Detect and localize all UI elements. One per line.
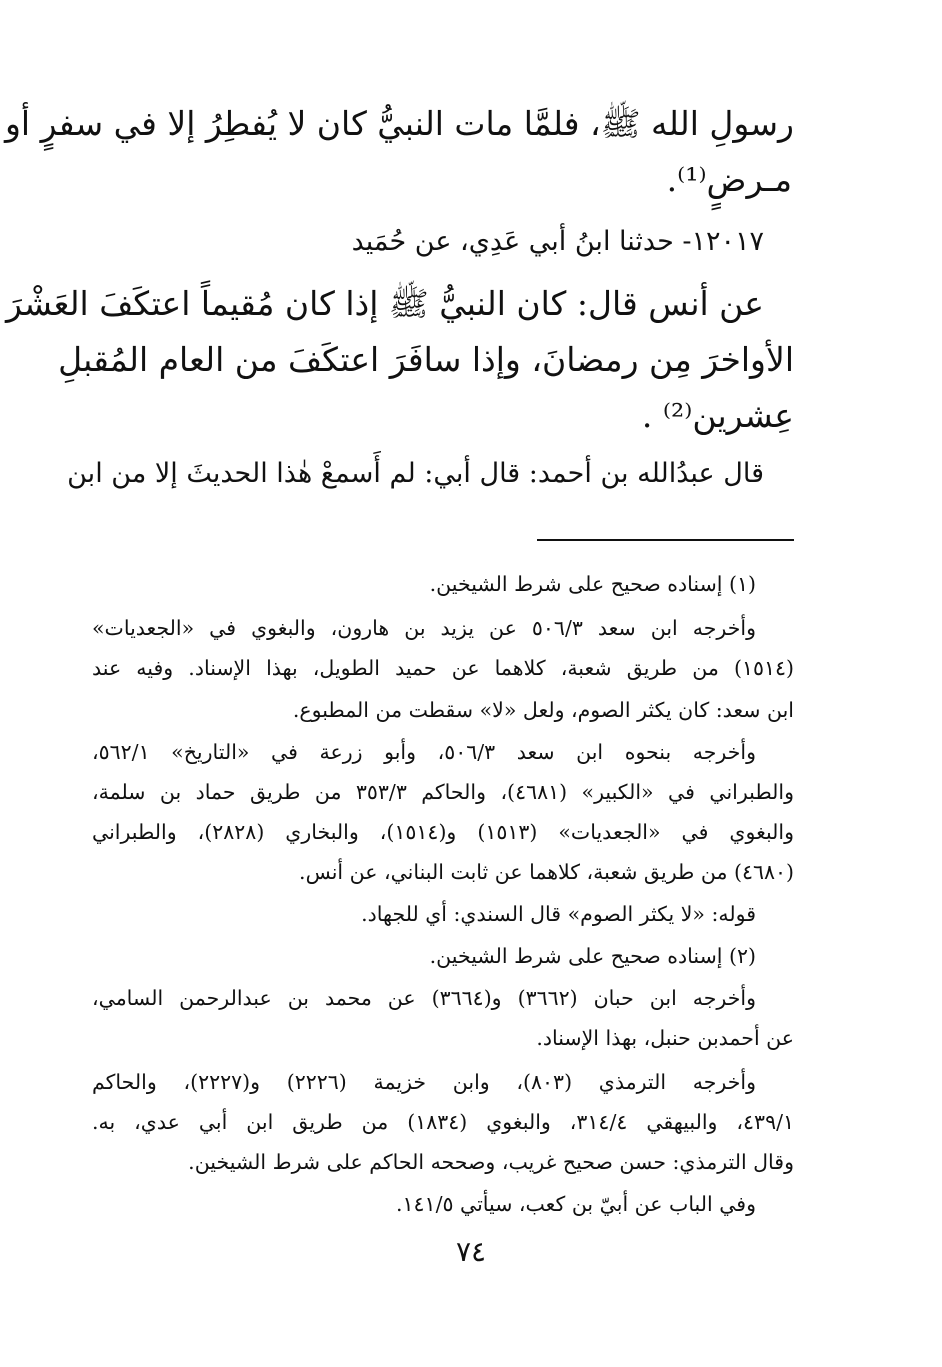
main-text-line-7: قال عبدُالله بن أحمد: قال أبي: لم أَسمعْ هٰذا الحديثَ إلا من ابن <box>67 458 764 489</box>
main-text-line-2: مـرضٍ⁽¹⁾. <box>666 160 792 199</box>
footnote-line: ٤٣٩/١، والبيهقي ٣١٤/٤، والبغوي (١٨٣٤) من طريق ابن أبي عدي، به. <box>92 1110 794 1134</box>
footnote-line: وأخرجه ابن حبان (٣٦٦٢) و(٣٦٦٤) عن محمد بن عبدالرحمن السامي، <box>92 986 756 1010</box>
page-number: ٧٤ <box>455 1235 487 1268</box>
footnote-line: قوله: «لا يكثر الصوم» قال السندي: أي للجهاد. <box>361 902 756 926</box>
footnote-line: والطبراني في «الكبير» (٤٦٨١)، والحاكم ٣٥٣/٣ من طريق حماد بن سلمة، <box>92 780 794 804</box>
main-text-line-6: عِشرين⁽²⁾ . <box>641 396 794 435</box>
main-text-line-4: عن أنس قال: كان النبيُّ ﷺ إذا كان مُقيماً اعتكَفَ العَشْرَ <box>5 284 764 323</box>
footnote-line: (١٥١٤) من طريق شعبة، كلاهما عن حميد الطويل، بهذا الإسناد. وفيه عند <box>92 656 794 680</box>
footnote-line: (٤٦٨٠) من طريق شعبة، كلاهما عن ثابت البناني، عن أنس. <box>299 860 794 884</box>
footnote-line: وأخرجه بنحوه ابن سعد ٥٠٦/٣، وأبو زرعة في «التاريخ» ٥٦٢/١، <box>92 740 756 764</box>
footnote-line: ابن سعد: كان يكثر الصوم، ولعل «لا» سقطت من المطبوع. <box>292 698 794 722</box>
hadith-heading: ١٢٠١٧- حدثنا ابنُ أبي عَدِي، عن حُمَيد <box>351 226 764 257</box>
footnote-line: وأخرجه الترمذي (٨٠٣)، وابن خزيمة (٢٢٢٦) و(٢٢٢٧)، والحاكم <box>92 1070 756 1094</box>
footnote-line: عن أحمدبن حنبل، بهذا الإسناد. <box>536 1026 794 1050</box>
main-text-line-5: الأواخرَ مِن رمضانَ، وإذا سافَرَ اعتكَفَ من العام المُقبلِ <box>58 340 794 379</box>
footnote-line: والبغوي في «الجعديات» (١٥١٣) و(١٥١٤)، والبخاري (٢٨٢٨)، والطبراني <box>92 820 794 844</box>
footnote-line: وأخرجه ابن سعد ٥٠٦/٣ عن يزيد بن هارون، والبغوي في «الجعديات» <box>92 616 756 640</box>
footnote-2-header: (٢) إسناده صحيح على شرط الشيخين. <box>429 944 756 968</box>
footnote-1-header: (١) إسناده صحيح على شرط الشيخين. <box>429 572 756 596</box>
main-text-line-1: رسولِ الله ﷺ، فلمَّا مات النبيُّ كان لا يُفطِرُ إلا في سفرٍ أو <box>4 104 794 143</box>
footnote-separator <box>537 539 794 541</box>
footnote-line: وفي الباب عن أبيّ بن كعب، سيأتي ١٤١/٥. <box>396 1192 756 1216</box>
footnote-line: وقال الترمذي: حسن صحيح غريب، وصححه الحاكم على شرط الشيخين. <box>188 1150 794 1174</box>
